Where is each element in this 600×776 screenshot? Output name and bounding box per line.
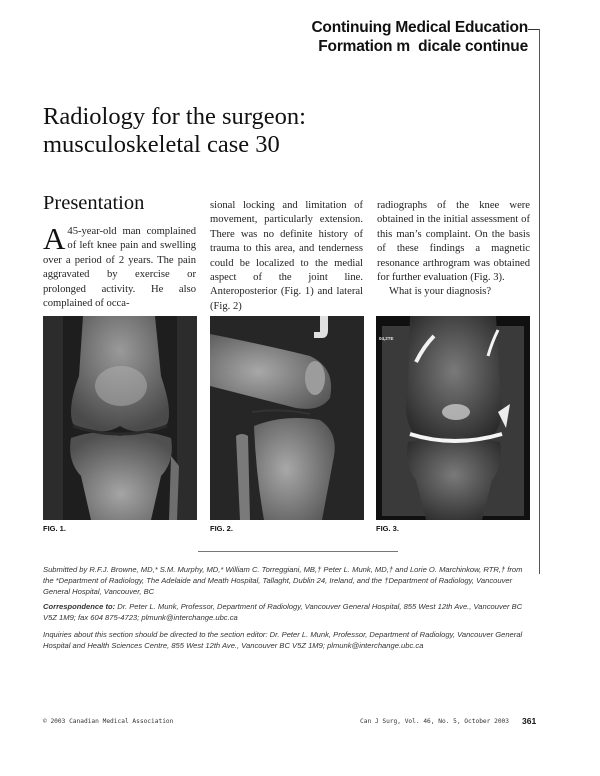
- figure-2-label: FIG. 2.: [210, 524, 233, 533]
- figure-2-lateral-radiograph: [210, 316, 364, 520]
- figure-3-mr-arthrogram: [376, 316, 530, 520]
- correspondence-text: Dr. Peter L. Munk, Professor, Department of Radiology, Vancouver General Hospital, 855 West 12th Ave., Vancouver BC V5Z 1M9; fax 604 875-4723; plmunk@interchange.ubc.ca: [43, 602, 523, 622]
- body-column-2: [210, 199, 363, 314]
- journal-citation: Can J Surg, Vol. 46, No. 5, October 2003: [360, 718, 510, 725]
- body-column-3: [377, 199, 530, 300]
- body-text-2: sional locking and limitation of movement, particularly extension. There was no definite history of trauma to this area, and tenderness could be localized to the medial aspect of the joint line. Anteroposterior (Fig. 1) and lateral (Fig. 2): [210, 200, 363, 312]
- figure-3-label: FIG. 3.: [376, 524, 399, 533]
- submission-footnote: Submitted by R.F.J. Browne, MD,* S.M. Murphy, MD,* William C. Torreggiani, MB,† Peter L. Munk, MD,† and Lorie O. Marchinkow, RTR,† from the *Department of Radiology, The Adelaide and Meath Hospital, Tallaght, Dublin 24, Ireland, and the †Department of Radiology, Vancouver General Hospital, Vancouver, BC: [43, 565, 523, 596]
- figure-1-label: FIG. 1.: [43, 524, 66, 533]
- correspondence-label: Correspondence to:: [43, 602, 116, 611]
- copyright-notice: © 2003 Canadian Medical Association: [43, 718, 174, 725]
- mri-knee-image: [376, 316, 530, 520]
- article-title: Radiology for the surgeon: musculoskeletal case 30: [43, 103, 306, 158]
- mri-overlay-label: 04,2TE: [379, 336, 394, 341]
- xray-lateral-knee-image: [210, 316, 364, 520]
- header-vertical-rule: [539, 29, 540, 574]
- body-text-3: radiographs of the knee were obtained in the initial assessment of this man’s complaint. On the basis of these findings a magnetic resonance arthrogram was obtained for further evaluation (Fig. 3).: [377, 200, 530, 284]
- section-heading: Presentation: [43, 192, 145, 214]
- inquiries-footnote: Inquiries about this section should be directed to the section editor: Dr. Peter L. Munk, Professor, Department of Radiology, Vancouver General Hospital and Health Sciences Centre, 855 West 12th Ave., Vancouver BC V5Z 1M9; plmunk@interchange.ubc.ca: [43, 630, 523, 650]
- drop-cap: A: [43, 221, 66, 256]
- page-number: 361: [522, 716, 537, 726]
- correspondence-footnote: [43, 601, 527, 623]
- header-rule-tick: [528, 29, 539, 30]
- body-text-1: 45-year-old man complained of left knee pain and swelling over a period of 2 years. The pain aggravated by exercise or prolonged activity. He also complained of occa-: [43, 226, 196, 310]
- footnote-divider: [198, 551, 398, 552]
- header-title-english: Continuing Medical Education: [311, 19, 528, 36]
- body-column-1: [43, 221, 196, 311]
- diagnosis-question: What is your diagnosis?: [389, 286, 492, 298]
- xray-ap-knee-image: [43, 316, 197, 520]
- figure-1-ap-radiograph: [43, 316, 197, 520]
- header-title-french: Formation m dicale continue: [318, 38, 528, 55]
